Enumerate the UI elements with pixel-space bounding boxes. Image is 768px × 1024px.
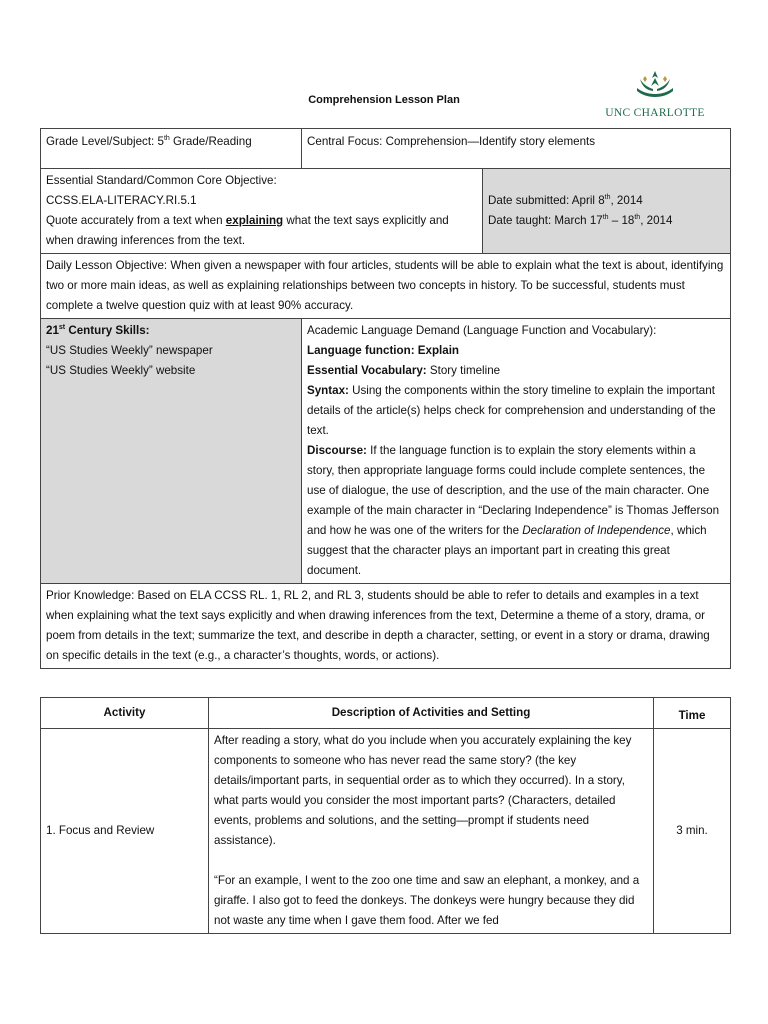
skills-label — [46, 321, 296, 341]
time-cell: 3 min. — [654, 729, 731, 934]
table-row — [41, 729, 731, 934]
grade-rest: Grade/Reading — [169, 135, 252, 148]
vocab-label: Essential Vocabulary: — [307, 364, 427, 377]
grade-sup: th — [163, 135, 170, 142]
activities-table — [40, 697, 731, 934]
date-taught — [488, 211, 725, 231]
syntax — [307, 381, 725, 441]
prior-knowledge-cell — [41, 584, 731, 669]
header-description: Description of Activities and Setting — [209, 698, 654, 729]
language-demand-cell — [302, 319, 731, 584]
date-taught-sup2: th — [634, 214, 641, 221]
standard-cell — [41, 169, 483, 254]
description-cell — [209, 729, 654, 934]
skills-label-a: 21 — [46, 324, 59, 337]
header-time: Time — [654, 698, 731, 729]
standard-label: Essential Standard/Common Core Objective: — [46, 174, 277, 187]
vocab-value: Story timeline — [426, 364, 501, 377]
lesson-plan-table — [40, 128, 731, 669]
description-paragraph: “For an example, I went to the zoo one time and saw an elephant, a monkey, and a giraffe. I also got to feed the donkeys. The donkeys were hungry because they did not waste any time when I gave them food. After we fed — [214, 874, 640, 927]
table-row — [41, 169, 731, 254]
table-row — [41, 319, 731, 584]
discourse-text-a: If the language function is to explain the story elements within a story, then appropriate language forms could include complete sentences, the use of dialogue, the use of description, and the use of the main character. One example of the main character in “Declaring Independence” is Thomas Jefferson and how he was one of the writers for the — [307, 444, 720, 537]
page-title: Comprehension Lesson Plan — [308, 94, 460, 106]
syntax-text: Using the components within the story timeline to explain the important details of the article(s) helps check for comprehension and understanding of the text. — [307, 384, 716, 437]
date-submitted-b: , 2014 — [610, 194, 643, 207]
standard-text-underlined: explaining — [225, 214, 284, 227]
date-taught-c: , 2014 — [640, 214, 673, 227]
central-focus-text: Central Focus: Comprehension—Identify story elements — [307, 135, 596, 148]
standard-text-a: Quote accurately from a text when — [46, 214, 226, 227]
date-submitted-a: Date submitted: April 8 — [488, 194, 605, 207]
standard-text-b: what the text says explicitly and when drawing inferences from the text. — [46, 214, 449, 247]
activity-cell: 1. Focus and Review — [41, 729, 209, 934]
skills-cell — [41, 319, 302, 584]
grade-label: Grade Level/Subject: 5 — [46, 135, 164, 148]
discourse — [307, 441, 725, 581]
language-heading: Academic Language Demand (Language Function and Vocabulary): — [307, 324, 657, 337]
table-row — [41, 254, 731, 319]
discourse-text-b: , which suggest that the character plays an important part in creating this great document. — [307, 524, 707, 577]
header-activity: Activity — [41, 698, 209, 729]
discourse-italic: Declaration of Independence — [522, 524, 671, 537]
discourse-label: Discourse: — [307, 444, 367, 457]
syntax-label: Syntax: — [307, 384, 349, 397]
standard-code: CCSS.ELA-LITERACY.RI.5.1 — [46, 194, 197, 207]
language-function: Language function: Explain — [307, 344, 460, 357]
standard-text — [46, 211, 477, 251]
date-submitted — [488, 191, 725, 211]
table-row — [41, 584, 731, 669]
paragraph-spacer — [214, 851, 648, 871]
table-row — [41, 129, 731, 169]
date-taught-b: – 18 — [608, 214, 635, 227]
date-submitted-sup: th — [604, 194, 611, 201]
date-taught-a: Date taught: March 17 — [488, 214, 603, 227]
skills-label-b: Century Skills: — [65, 324, 150, 337]
prior-knowledge-text: Prior Knowledge: Based on ELA CCSS RL. 1, RL 2, and RL 3, students should be able to refer to details and examples in a text when explaining what the text says explicitly and when drawing inferences from the text, Determine a theme of a story, drama, or poem from details in the text; summarize the text, and describe in depth a character, setting, or event in a story or drama, drawing on specific details in the text (e.g., a character’s thoughts, words, or actions). — [46, 589, 710, 662]
daily-objective-text: Daily Lesson Objective: When given a newspaper with four articles, students will be able to explain what the text is about, identifying two or more main ideas, as well as explaining relationships between two concepts in history. To be successful, students must complete a twelve question quiz with at least 90% accuracy. — [46, 259, 724, 312]
daily-objective-cell — [41, 254, 731, 319]
skills-item: “US Studies Weekly” website — [46, 364, 196, 377]
skills-label-sup: st — [58, 324, 66, 331]
vocabulary — [307, 361, 725, 381]
date-taught-sup1: th — [602, 214, 609, 221]
dates-cell — [483, 169, 731, 254]
skills-item: “US Studies Weekly” newspaper — [46, 344, 213, 357]
central-focus-cell — [302, 129, 731, 169]
logo-text: UNC CHARLOTTE — [605, 107, 705, 119]
description-paragraph: After reading a story, what do you include when you accurately explaining the key components to someone who has never read the same story? (the key details/important parts, in sequential order as to which they occurred). In a story, what parts would you consider the most important parts? (Characters, detailed events, problems and solutions, and the setting—prompt if students need assistance). — [214, 734, 632, 847]
table-header-row — [41, 698, 731, 729]
grade-level-cell — [41, 129, 302, 169]
